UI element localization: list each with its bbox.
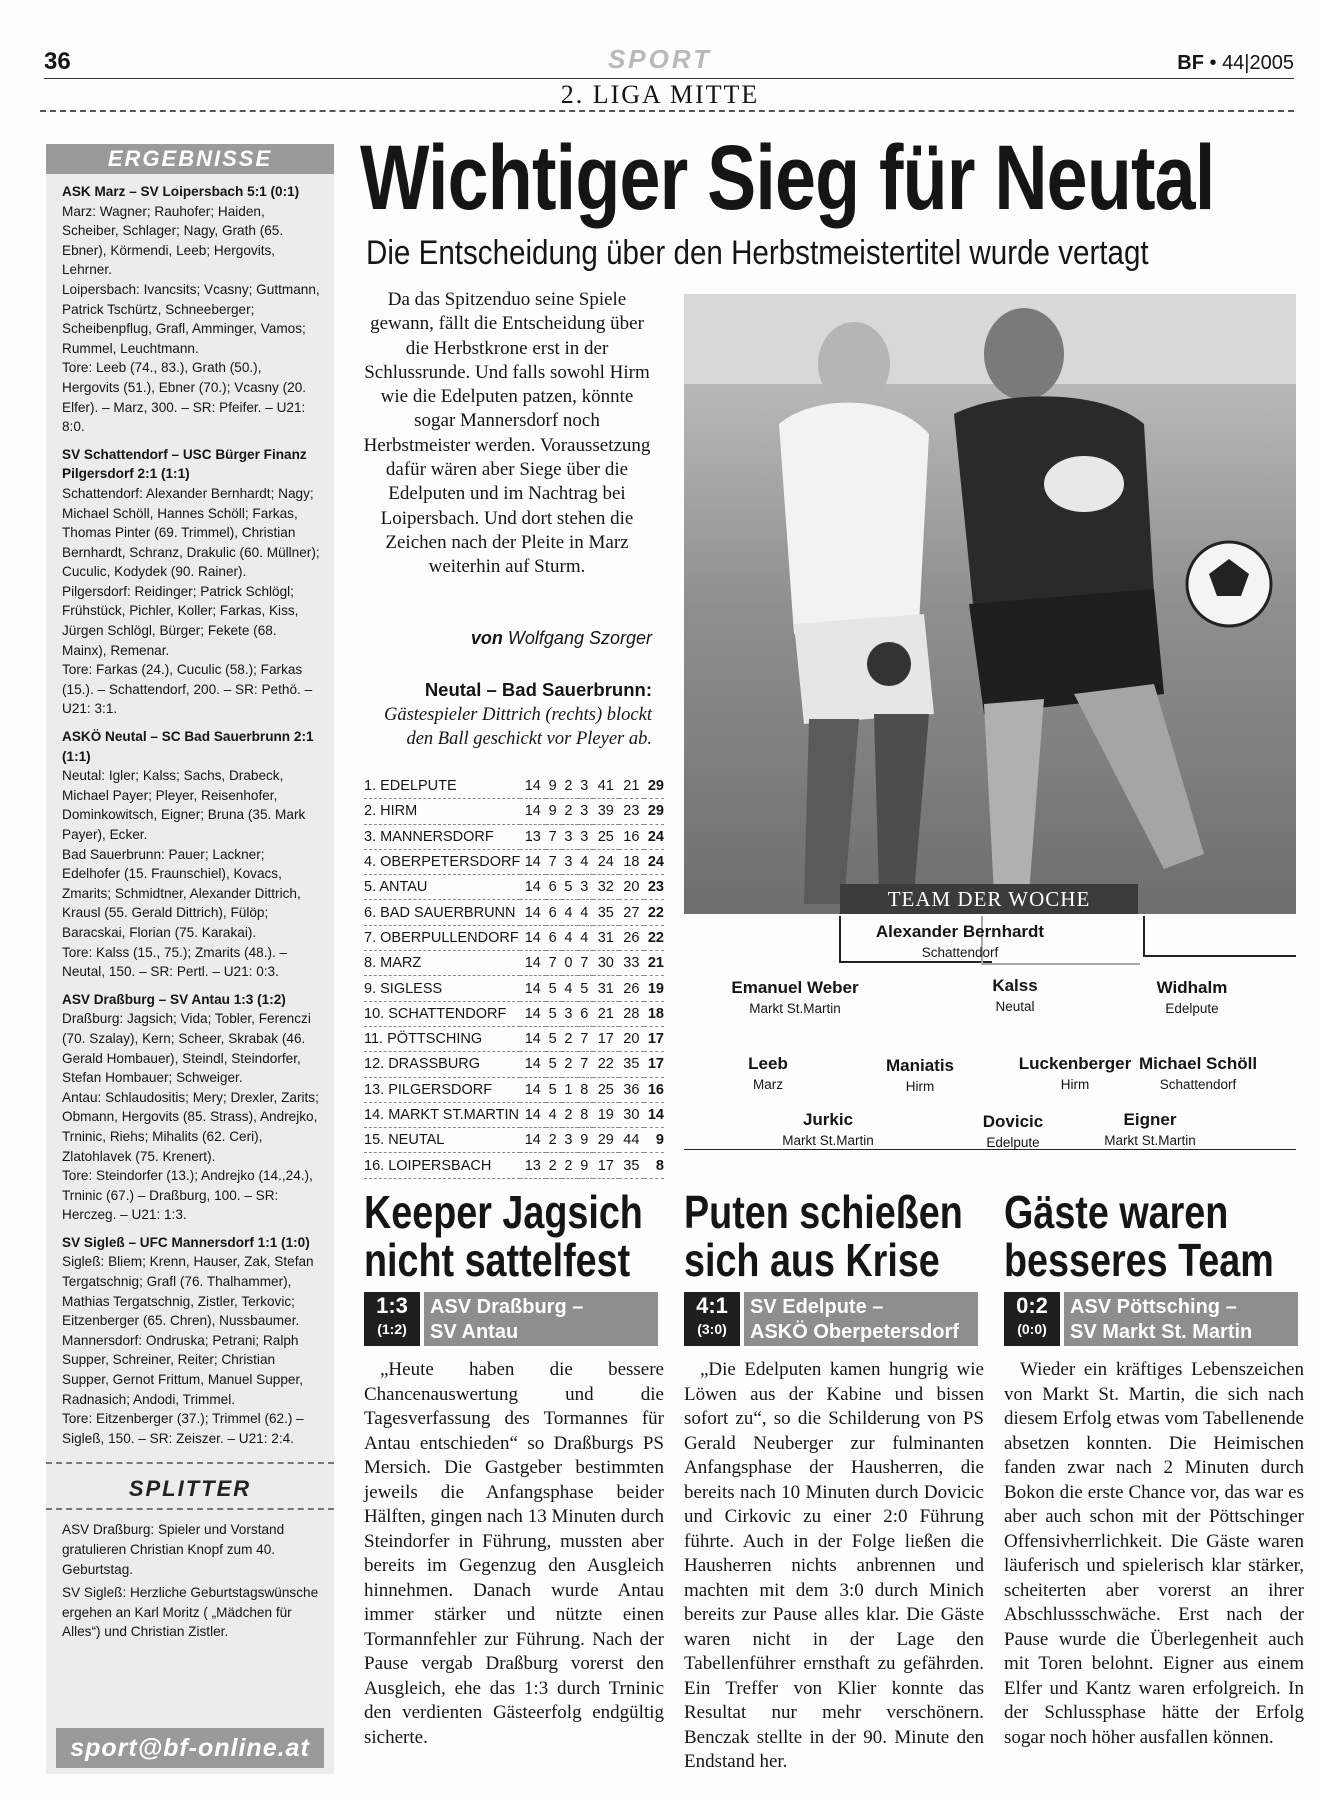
match-lineup: Tore: Leeb (74., 83.), Grath (50.), Hergovits (51.), Ebner (70.); Vcasny (20. Elfer). – Marz, 300. – SR: Pfeifer. – U21: 8:0. bbox=[62, 360, 307, 435]
stat-losses: 4 bbox=[578, 849, 594, 874]
stat-losses: 3 bbox=[578, 824, 594, 849]
headline-line-2: besseres Team bbox=[1004, 1234, 1274, 1286]
match-lineup: Draßburg: Jagsich; Vida; Tobler, Ferenczi (70. Szalay), Kern; Scheer, Skrabak (46. Gerald Hombauer), Steindl, Steindorfer, Stefan Hombauer; Schweiger. bbox=[62, 1011, 311, 1086]
publication-info: BF • 44|2005 bbox=[1177, 52, 1294, 74]
article-text: „Heute haben die bessere Chancenauswertung und die Tagesverfassung des Tormannes für Antau entschieden“ so Draßburgs PS Mersich. Die Gastgeber bestimmten jeweils die Anfangsphase beider Hälften, gingen nach 13 Minuten durch Steindorfer in Führung, mussten aber bereits im Gegenzug den Ausgleich hinnehmen. Danach wurde Antau immer stärker und nützte einen Tormannfehler zur Führung. Nach der Pause vergab Draßburg vorerst den Ausgleich, ehe das 1:3 durch Trninic den verdienten Gästeerfolg endgültig sicherte. bbox=[364, 1359, 664, 1748]
stat-goals-against: 27 bbox=[619, 900, 645, 925]
final-score: 4:1 bbox=[696, 1293, 728, 1318]
match-result bbox=[62, 1233, 320, 1449]
rank: 13. bbox=[364, 1081, 385, 1098]
stat-points: 8 bbox=[644, 1153, 664, 1178]
lead-intro: Da das Spitzenduo seine Spiele gewann, fällt die Entscheidung über die Herbstkrone erst in der Schlussrunde. Und falls sowohl Hirm wie die Edelputen patzen, könnte sogar Mannersdorf noch Herbstmeister werden. Voraussetzung dafür wären aber Siege über die Edelputen und im Nachtrag bei Loipersbach. Und dort stehen die Zeichen nach der Pleite in Marz weiterhin auf Sturm. bbox=[363, 289, 651, 578]
club: OBERPULLENDORF bbox=[380, 929, 519, 946]
player-name: Maniatis bbox=[885, 1056, 955, 1075]
stat-goals-for: 22 bbox=[593, 1052, 619, 1077]
stat-goals-against: 18 bbox=[619, 849, 645, 874]
player-club: Schattendorf bbox=[1159, 1077, 1237, 1092]
player-name: Eigner bbox=[1123, 1110, 1177, 1129]
team-name bbox=[364, 951, 520, 976]
player-club: Neutal bbox=[995, 999, 1035, 1014]
match-result bbox=[62, 727, 320, 982]
stat-losses: 8 bbox=[578, 1077, 594, 1102]
stat-draws: 5 bbox=[562, 875, 578, 900]
stat-wins: 9 bbox=[546, 799, 562, 824]
away-team: SV Markt St. Martin bbox=[1070, 1321, 1253, 1343]
stat-wins: 6 bbox=[546, 900, 562, 925]
stat-goals-against: 26 bbox=[619, 925, 645, 950]
team-name bbox=[364, 1128, 520, 1153]
final-score: 1:3 bbox=[376, 1293, 408, 1318]
stat-draws: 3 bbox=[562, 824, 578, 849]
football bbox=[1187, 542, 1271, 626]
stat-losses: 8 bbox=[578, 1102, 594, 1127]
stat-goals-against: 35 bbox=[619, 1153, 645, 1178]
stat-games: 14 bbox=[520, 900, 546, 925]
stat-games: 14 bbox=[520, 1001, 546, 1026]
teams-box bbox=[424, 1292, 658, 1346]
article-body bbox=[364, 1358, 664, 1750]
headline-line-1: Gäste waren bbox=[1004, 1186, 1229, 1238]
stat-wins: 9 bbox=[546, 774, 562, 799]
stat-points: 29 bbox=[644, 799, 664, 824]
splitter-item: ASV Draßburg: Spieler und Vorstand gratulieren Christian Knopf zum 40. Geburtstag. bbox=[62, 1522, 285, 1577]
results-heading: ERGEBNISSE bbox=[46, 144, 334, 174]
club: SIGLESS bbox=[380, 980, 443, 997]
stat-points: 17 bbox=[644, 1026, 664, 1051]
stat-draws: 4 bbox=[562, 976, 578, 1001]
stat-points: 14 bbox=[644, 1102, 664, 1127]
rank: 8. bbox=[364, 955, 377, 972]
match-lineup: Neutal: Igler; Kalss; Sachs, Drabeck, Michael Payer; Pleyer, Reisenhofer, Dominkowitsch, Eigner; Bruna (35. Mark Payer), Ecker. bbox=[62, 768, 306, 842]
stat-goals-against: 44 bbox=[619, 1128, 645, 1153]
halftime-score: (3:0) bbox=[697, 1321, 727, 1337]
stat-goals-for: 25 bbox=[593, 1077, 619, 1102]
stat-draws: 3 bbox=[562, 1128, 578, 1153]
stat-draws: 1 bbox=[562, 1077, 578, 1102]
stat-points: 22 bbox=[644, 925, 664, 950]
stat-games: 13 bbox=[520, 1153, 546, 1178]
stat-goals-for: 30 bbox=[593, 951, 619, 976]
rank: 12. bbox=[364, 1056, 385, 1073]
match-photo bbox=[684, 294, 1296, 914]
score-box bbox=[684, 1292, 740, 1346]
header-rule bbox=[44, 78, 1294, 79]
player-club: Edelpute bbox=[986, 1135, 1040, 1150]
standings-table bbox=[364, 774, 664, 1179]
stat-losses: 4 bbox=[578, 925, 594, 950]
match-lineup: Sigleß: Bliem; Krenn, Hauser, Zak, Stefan Tergatschnig; Grafl (76. Thalhammer), Mathias Tergatschnig, Zistler, Terkovic; Eitzenberger (65. Chren), Nussbaumer. bbox=[62, 1254, 314, 1329]
stat-points: 24 bbox=[644, 824, 664, 849]
stat-points: 19 bbox=[644, 976, 664, 1001]
stat-goals-for: 31 bbox=[593, 925, 619, 950]
rank: 11. bbox=[364, 1031, 384, 1048]
team-of-week-title: TEAM DER WOCHE bbox=[840, 884, 1138, 914]
stat-games: 14 bbox=[520, 799, 546, 824]
stat-wins: 6 bbox=[546, 925, 562, 950]
stat-wins: 2 bbox=[546, 1153, 562, 1178]
player-club: Markt St.Martin bbox=[1104, 1133, 1196, 1148]
byline-prefix: von bbox=[470, 628, 503, 648]
club: PILGERSDORF bbox=[388, 1081, 493, 1098]
photo-caption bbox=[362, 678, 652, 751]
stat-goals-against: 28 bbox=[619, 1001, 645, 1026]
club: PÖTTSCHING bbox=[387, 1031, 483, 1048]
player-club: Markt St.Martin bbox=[749, 1001, 841, 1016]
match-lineup: Tore: Farkas (24.), Cuculic (58.); Farkas (15.). – Schattendorf, 200. – SR: Pethö. – U21: 3:1. bbox=[62, 662, 313, 717]
standings-row bbox=[364, 1128, 664, 1153]
player-name: Michael Schöll bbox=[1138, 1054, 1258, 1073]
club: OBERPETERSDORF bbox=[380, 854, 521, 871]
standings-row bbox=[364, 824, 664, 849]
team-player bbox=[1050, 1110, 1250, 1148]
standings-row bbox=[364, 1026, 664, 1051]
teams-box bbox=[1064, 1292, 1298, 1346]
stat-draws: 0 bbox=[562, 951, 578, 976]
stat-games: 14 bbox=[520, 976, 546, 1001]
stat-goals-for: 21 bbox=[593, 1001, 619, 1026]
splitter-item: SV Sigleß: Herzliche Geburtstagswünsche ergehen an Karl Moritz ( „Mädchen für Alles“) und Christian Zistler. bbox=[62, 1585, 319, 1640]
stat-draws: 2 bbox=[562, 799, 578, 824]
stat-goals-against: 21 bbox=[619, 774, 645, 799]
caption-match: Neutal – Bad Sauerbrunn: bbox=[424, 679, 652, 700]
club: MANNERSDORF bbox=[380, 828, 494, 845]
score-bar bbox=[364, 1292, 658, 1346]
stat-goals-for: 17 bbox=[593, 1026, 619, 1051]
rank: 14. bbox=[364, 1107, 385, 1123]
match-lineup: Loipersbach: Ivancsits; Vcasny; Guttmann, Patrick Tschürtz, Schneeberger; Scheibenpflug, Grafl, Amminger, Vamos; Rummel, Leuchtmann. bbox=[62, 281, 320, 356]
rank: 15. bbox=[364, 1132, 385, 1149]
standings-row bbox=[364, 1153, 664, 1178]
team-name bbox=[364, 875, 520, 900]
section-label: SPORT bbox=[607, 44, 713, 74]
match-title: SV Schattendorf – USC Bürger Finanz Pilgersdorf 2:1 (1:1) bbox=[62, 446, 307, 482]
team-name bbox=[364, 925, 520, 950]
club: NEUTAL bbox=[388, 1132, 445, 1149]
stat-goals-against: 33 bbox=[619, 951, 645, 976]
club: HIRM bbox=[380, 803, 418, 820]
standings-row bbox=[364, 1052, 664, 1077]
team-name bbox=[364, 976, 520, 1001]
stat-draws: 2 bbox=[562, 774, 578, 799]
halftime-score: (1:2) bbox=[377, 1321, 407, 1337]
halftime-score: (0:0) bbox=[1017, 1321, 1047, 1337]
stat-losses: 6 bbox=[578, 1001, 594, 1026]
email-link[interactable]: sport@bf-online.at bbox=[56, 1728, 324, 1768]
rank: 4. bbox=[364, 854, 377, 871]
league-heading: 2. LIGA MITTE bbox=[560, 80, 760, 109]
team-player bbox=[695, 978, 895, 1016]
team-player bbox=[1098, 1054, 1298, 1092]
dashed-divider bbox=[40, 110, 1294, 112]
match-title: SV Sigleß – UFC Mannersdorf 1:1 (1:0) bbox=[62, 1234, 310, 1250]
rank: 5. bbox=[364, 879, 377, 896]
byline-author: Wolfgang Szorger bbox=[507, 628, 652, 648]
club: BAD SAUERBRUNN bbox=[380, 904, 516, 921]
stat-losses: 9 bbox=[578, 1153, 594, 1178]
stat-goals-for: 39 bbox=[593, 799, 619, 824]
stat-goals-against: 30 bbox=[619, 1102, 645, 1127]
stat-points: 9 bbox=[644, 1128, 664, 1153]
match-title: ASK Marz – SV Loipersbach 5:1 (0:1) bbox=[62, 184, 300, 199]
article-headline bbox=[684, 1188, 963, 1284]
team-name bbox=[364, 1102, 520, 1127]
article-text: „Die Edelputen kamen hungrig wie Löwen aus der Kabine und bissen sofort zu“, so die Schilderung von PS Gerald Neuberger zur fulminanten Anfangsphase der Hausherren, die bereits nach 10 Minuten durch Dovicic und Cirkovic zu einer 2:0 Führung führte. Auch in der Folge ließen die Hausherren nichts anbrennen und machten mit dem 3:0 durch Minich bereits zur Pause alles klar. Die Gäste waren nicht in der Lage den Tabellenführer ernsthaft zu gefährden. Ein Treffer von Klier konnte das Resultat nur mehr verschönern. Benczak stellte in der 90. Minute den Endstand her. bbox=[684, 1359, 984, 1772]
stat-draws: 2 bbox=[562, 1052, 578, 1077]
player-name: Widhalm bbox=[1156, 978, 1228, 997]
final-score: 0:2 bbox=[1016, 1293, 1048, 1318]
headline-line-2: sich aus Krise bbox=[684, 1234, 940, 1286]
home-team: ASV Pöttsching – bbox=[1070, 1296, 1237, 1318]
team-name bbox=[364, 1077, 520, 1102]
player-club: Hirm bbox=[1060, 1077, 1090, 1092]
team-player bbox=[860, 922, 1060, 960]
rank: 10. bbox=[364, 1005, 385, 1022]
stat-draws: 2 bbox=[562, 1102, 578, 1127]
standings-row bbox=[364, 900, 664, 925]
article-body bbox=[1004, 1358, 1304, 1750]
club: LOIPERSBACH bbox=[388, 1157, 492, 1174]
stat-goals-for: 41 bbox=[593, 774, 619, 799]
headline-line-1: Keeper Jagsich bbox=[364, 1186, 643, 1238]
byline bbox=[362, 628, 652, 649]
stat-draws: 2 bbox=[562, 1153, 578, 1178]
stat-goals-for: 31 bbox=[593, 976, 619, 1001]
page-number: 36 bbox=[44, 48, 71, 75]
match-lineup: Pilgersdorf: Reidinger; Patrick Schlögl; Frühstück, Pichler, Koller; Farkas, Kiss, Jürgen Schlögl, Bürger; Fekete (68. Mainx), Remenar. bbox=[62, 583, 299, 658]
stat-wins: 5 bbox=[546, 1001, 562, 1026]
headline-line-1: Puten schießen bbox=[684, 1186, 963, 1238]
rank: 9. bbox=[364, 980, 377, 997]
club: DRASSBURG bbox=[388, 1056, 481, 1073]
stat-losses: 9 bbox=[578, 1128, 594, 1153]
rank: 16. bbox=[364, 1157, 385, 1174]
rank: 1. bbox=[364, 778, 377, 795]
team-name bbox=[364, 799, 520, 824]
home-team: SV Edelpute – bbox=[750, 1296, 884, 1318]
stat-goals-against: 20 bbox=[619, 875, 645, 900]
stat-losses: 7 bbox=[578, 1026, 594, 1051]
player-club: Schattendorf bbox=[921, 945, 999, 960]
stat-draws: 2 bbox=[562, 1026, 578, 1051]
standings-row bbox=[364, 1102, 664, 1127]
splitter-list bbox=[46, 1510, 334, 1642]
stat-points: 22 bbox=[644, 900, 664, 925]
standings-row bbox=[364, 1077, 664, 1102]
club: SCHATTENDORF bbox=[388, 1005, 507, 1022]
main-headline: Wichtiger Sieg für Neutal bbox=[360, 127, 1215, 229]
stat-wins: 5 bbox=[546, 1052, 562, 1077]
stat-games: 14 bbox=[520, 774, 546, 799]
caption-text: Gästespieler Dittrich (rechts) blockt den Ball geschickt vor Pleyer ab. bbox=[383, 705, 652, 749]
match-lineup: Tore: Steindorfer (13.); Andrejko (14.,24.), Trninic (67.) – Draßburg, 100. – SR: Herczeg. – U21: 1:3. bbox=[62, 1168, 313, 1223]
stat-games: 14 bbox=[520, 875, 546, 900]
stat-wins: 5 bbox=[546, 1077, 562, 1102]
stat-points: 21 bbox=[644, 951, 664, 976]
standings-row bbox=[364, 799, 664, 824]
club: MARZ bbox=[380, 955, 422, 972]
away-team: ASKÖ Oberpetersdorf bbox=[750, 1321, 959, 1343]
player-name: Jurkic bbox=[802, 1110, 854, 1129]
standings-row bbox=[364, 976, 664, 1001]
club: EDELPUTE bbox=[380, 778, 457, 795]
results-list bbox=[46, 174, 334, 1448]
player-club: Markt St.Martin bbox=[782, 1133, 874, 1148]
team-name bbox=[364, 824, 520, 849]
stat-goals-for: 24 bbox=[593, 849, 619, 874]
player-name: Alexander Bernhardt bbox=[875, 922, 1045, 941]
player-club: Hirm bbox=[905, 1079, 935, 1094]
score-bar bbox=[684, 1292, 978, 1346]
stat-losses: 4 bbox=[578, 900, 594, 925]
match-title: ASV Draßburg – SV Antau 1:3 (1:2) bbox=[62, 991, 286, 1007]
player-club: Marz bbox=[753, 1077, 783, 1092]
stat-losses: 3 bbox=[578, 875, 594, 900]
stat-losses: 3 bbox=[578, 774, 594, 799]
stat-wins: 6 bbox=[546, 875, 562, 900]
stat-points: 17 bbox=[644, 1052, 664, 1077]
stat-losses: 5 bbox=[578, 976, 594, 1001]
headline-line-2: nicht sattelfest bbox=[364, 1234, 631, 1286]
standings-row bbox=[364, 951, 664, 976]
stat-goals-against: 26 bbox=[619, 976, 645, 1001]
match-result bbox=[62, 990, 320, 1225]
stat-points: 23 bbox=[644, 875, 664, 900]
splitter-heading: SPLITTER bbox=[46, 1470, 334, 1510]
match-title: ASKÖ Neutal – SC Bad Sauerbrunn 2:1 (1:1) bbox=[62, 729, 314, 764]
stat-goals-against: 16 bbox=[619, 824, 645, 849]
team-name bbox=[364, 1153, 520, 1178]
stat-goals-against: 36 bbox=[619, 1077, 645, 1102]
stat-draws: 3 bbox=[562, 849, 578, 874]
club: ANTAU bbox=[379, 879, 428, 896]
match-result bbox=[62, 445, 320, 719]
club: MARKT ST.MARTIN bbox=[388, 1107, 519, 1123]
stat-goals-for: 19 bbox=[593, 1102, 619, 1127]
stat-goals-for: 35 bbox=[593, 900, 619, 925]
rank: 6. bbox=[364, 904, 377, 921]
article-headline bbox=[364, 1188, 643, 1284]
rank: 3. bbox=[364, 828, 377, 845]
stat-goals-for: 17 bbox=[593, 1153, 619, 1178]
match-lineup: Schattendorf: Alexander Bernhardt; Nagy; Michael Schöll, Hannes Schöll; Farkas, Thomas Pinter (69. Trimmel), Christian Bernhardt, Schranz, Drakulic (60. Müllner); Cuculic, Kodydek (90. Rainer). bbox=[62, 485, 320, 580]
player-name: Emanuel Weber bbox=[731, 978, 859, 997]
player-name: Dovicic bbox=[982, 1112, 1044, 1131]
standings-row bbox=[364, 875, 664, 900]
stat-wins: 7 bbox=[546, 849, 562, 874]
rank: 2. bbox=[364, 803, 377, 820]
stat-points: 24 bbox=[644, 849, 664, 874]
stat-goals-against: 35 bbox=[619, 1052, 645, 1077]
team-player bbox=[915, 976, 1115, 1014]
stat-losses: 7 bbox=[578, 951, 594, 976]
stat-draws: 3 bbox=[562, 1001, 578, 1026]
match-lineup: Tore: Kalss (15., 75.); Zmarits (48.). – Neutal, 150. – SR: Pertl. – U21: 0:3. bbox=[62, 944, 288, 980]
stat-points: 16 bbox=[644, 1077, 664, 1102]
home-team: ASV Draßburg – bbox=[430, 1296, 584, 1318]
standings-row bbox=[364, 849, 664, 874]
stat-points: 29 bbox=[644, 774, 664, 799]
article-headline bbox=[1004, 1188, 1274, 1284]
stat-goals-against: 20 bbox=[619, 1026, 645, 1051]
stat-games: 14 bbox=[520, 951, 546, 976]
results-sidebar bbox=[46, 144, 334, 1774]
match-lineup: Tore: Eitzenberger (37.); Trimmel (62.) – Sigleß, 150. – SR: Zeiszer. – U21: 2:4. bbox=[62, 1411, 304, 1446]
team-name bbox=[364, 1026, 520, 1051]
match-lineup: Marz: Wagner; Rauhofer; Haiden, Scheiber, Schlager; Nagy, Grath (65. Ebner), Körmendi, Leeb; Hergovits, Lehrner. bbox=[62, 203, 284, 278]
stat-wins: 5 bbox=[546, 976, 562, 1001]
score-box bbox=[364, 1292, 420, 1346]
article-text: Wieder ein kräftiges Lebenszeichen von Markt St. Martin, die sich nach diesem Erfolg etwas vom Tabellenende absetzen konnten. Die Heimischen fanden zwar nach 2 Minuten durch Bokon die erste Chance vor, das war es aber auch schon mit der Pöttschinger Offensivherrlichkeit. Die Gäste waren läuferisch und spielerisch klar stärker, scheiterten aber vorerst an ihrer Abschlussschwäche. Erst nach der Pause wurde die Überlegenheit auch mit Toren belohnt. Eigner aus einem Elfer und Kantz waren erfolgreich. In der Schlussphase hätte der Erfolg sogar noch höher ausfallen können. bbox=[1004, 1359, 1304, 1748]
teams-box bbox=[744, 1292, 978, 1346]
match-lineup: Mannersdorf: Ondruska; Petrani; Ralph Supper, Schreiner, Reiter; Christian Supper, Gernot Frittum, Manuel Supper, Radnasich; Andodi, Trimmel. bbox=[62, 1332, 304, 1407]
match-lineup: Antau: Schlaudositis; Mery; Drexler, Zarits; Obmann, Hergovits (85. Strass), Andrejko, Trninic, Riehs; Mihalits (62. Ceri), Zlatohlavek (75. Krenert). bbox=[62, 1089, 319, 1164]
stat-games: 13 bbox=[520, 824, 546, 849]
stat-losses: 7 bbox=[578, 1052, 594, 1077]
stat-games: 14 bbox=[520, 1026, 546, 1051]
main-subheadline: Die Entscheidung über den Herbstmeistertitel wurde vertagt bbox=[366, 234, 1149, 272]
stat-games: 14 bbox=[520, 1128, 546, 1153]
away-team: SV Antau bbox=[430, 1321, 519, 1343]
stat-games: 14 bbox=[520, 1052, 546, 1077]
player-name: Leeb bbox=[748, 1054, 788, 1073]
stat-goals-for: 29 bbox=[593, 1128, 619, 1153]
team-name bbox=[364, 900, 520, 925]
team-name bbox=[364, 774, 520, 799]
stat-wins: 2 bbox=[546, 1128, 562, 1153]
stat-wins: 7 bbox=[546, 824, 562, 849]
player-name: Luckenberger bbox=[1018, 1054, 1132, 1073]
team-name bbox=[364, 1001, 520, 1026]
stat-games: 14 bbox=[520, 849, 546, 874]
publication-name: BF bbox=[1177, 52, 1204, 74]
splitter-divider bbox=[46, 1462, 334, 1464]
rank: 7. bbox=[364, 929, 377, 946]
standings-row bbox=[364, 774, 664, 799]
stat-draws: 4 bbox=[562, 900, 578, 925]
issue-number: 44|2005 bbox=[1222, 52, 1294, 74]
player-name: Kalss bbox=[992, 976, 1038, 995]
stat-goals-against: 23 bbox=[619, 799, 645, 824]
stat-wins: 4 bbox=[546, 1102, 562, 1127]
score-box bbox=[1004, 1292, 1060, 1346]
stat-draws: 4 bbox=[562, 925, 578, 950]
standings-row bbox=[364, 925, 664, 950]
stat-games: 14 bbox=[520, 1077, 546, 1102]
team-name bbox=[364, 849, 520, 874]
player-club: Edelpute bbox=[1165, 1001, 1219, 1016]
score-bar bbox=[1004, 1292, 1298, 1346]
match-lineup: Bad Sauerbrunn: Pauer; Lackner; Edelhofer (15. Fraunschiel), Kovacs, Zmarits; Schmidtner, Alexander Dittrich, Krausl (55. Gerald Dittrich), Fülöp; Baracskai, Florian (75. Karakai). bbox=[62, 846, 301, 940]
team-name bbox=[364, 1052, 520, 1077]
stat-goals-for: 32 bbox=[593, 875, 619, 900]
stat-wins: 7 bbox=[546, 951, 562, 976]
stat-losses: 3 bbox=[578, 799, 594, 824]
team-player bbox=[1092, 978, 1292, 1016]
article-body bbox=[684, 1358, 984, 1775]
standings-row bbox=[364, 1001, 664, 1026]
match-result bbox=[62, 182, 320, 437]
stat-points: 18 bbox=[644, 1001, 664, 1026]
team-player bbox=[728, 1110, 928, 1148]
stat-games: 14 bbox=[520, 1102, 546, 1127]
stat-wins: 5 bbox=[546, 1026, 562, 1051]
stat-goals-for: 25 bbox=[593, 824, 619, 849]
stat-games: 14 bbox=[520, 925, 546, 950]
